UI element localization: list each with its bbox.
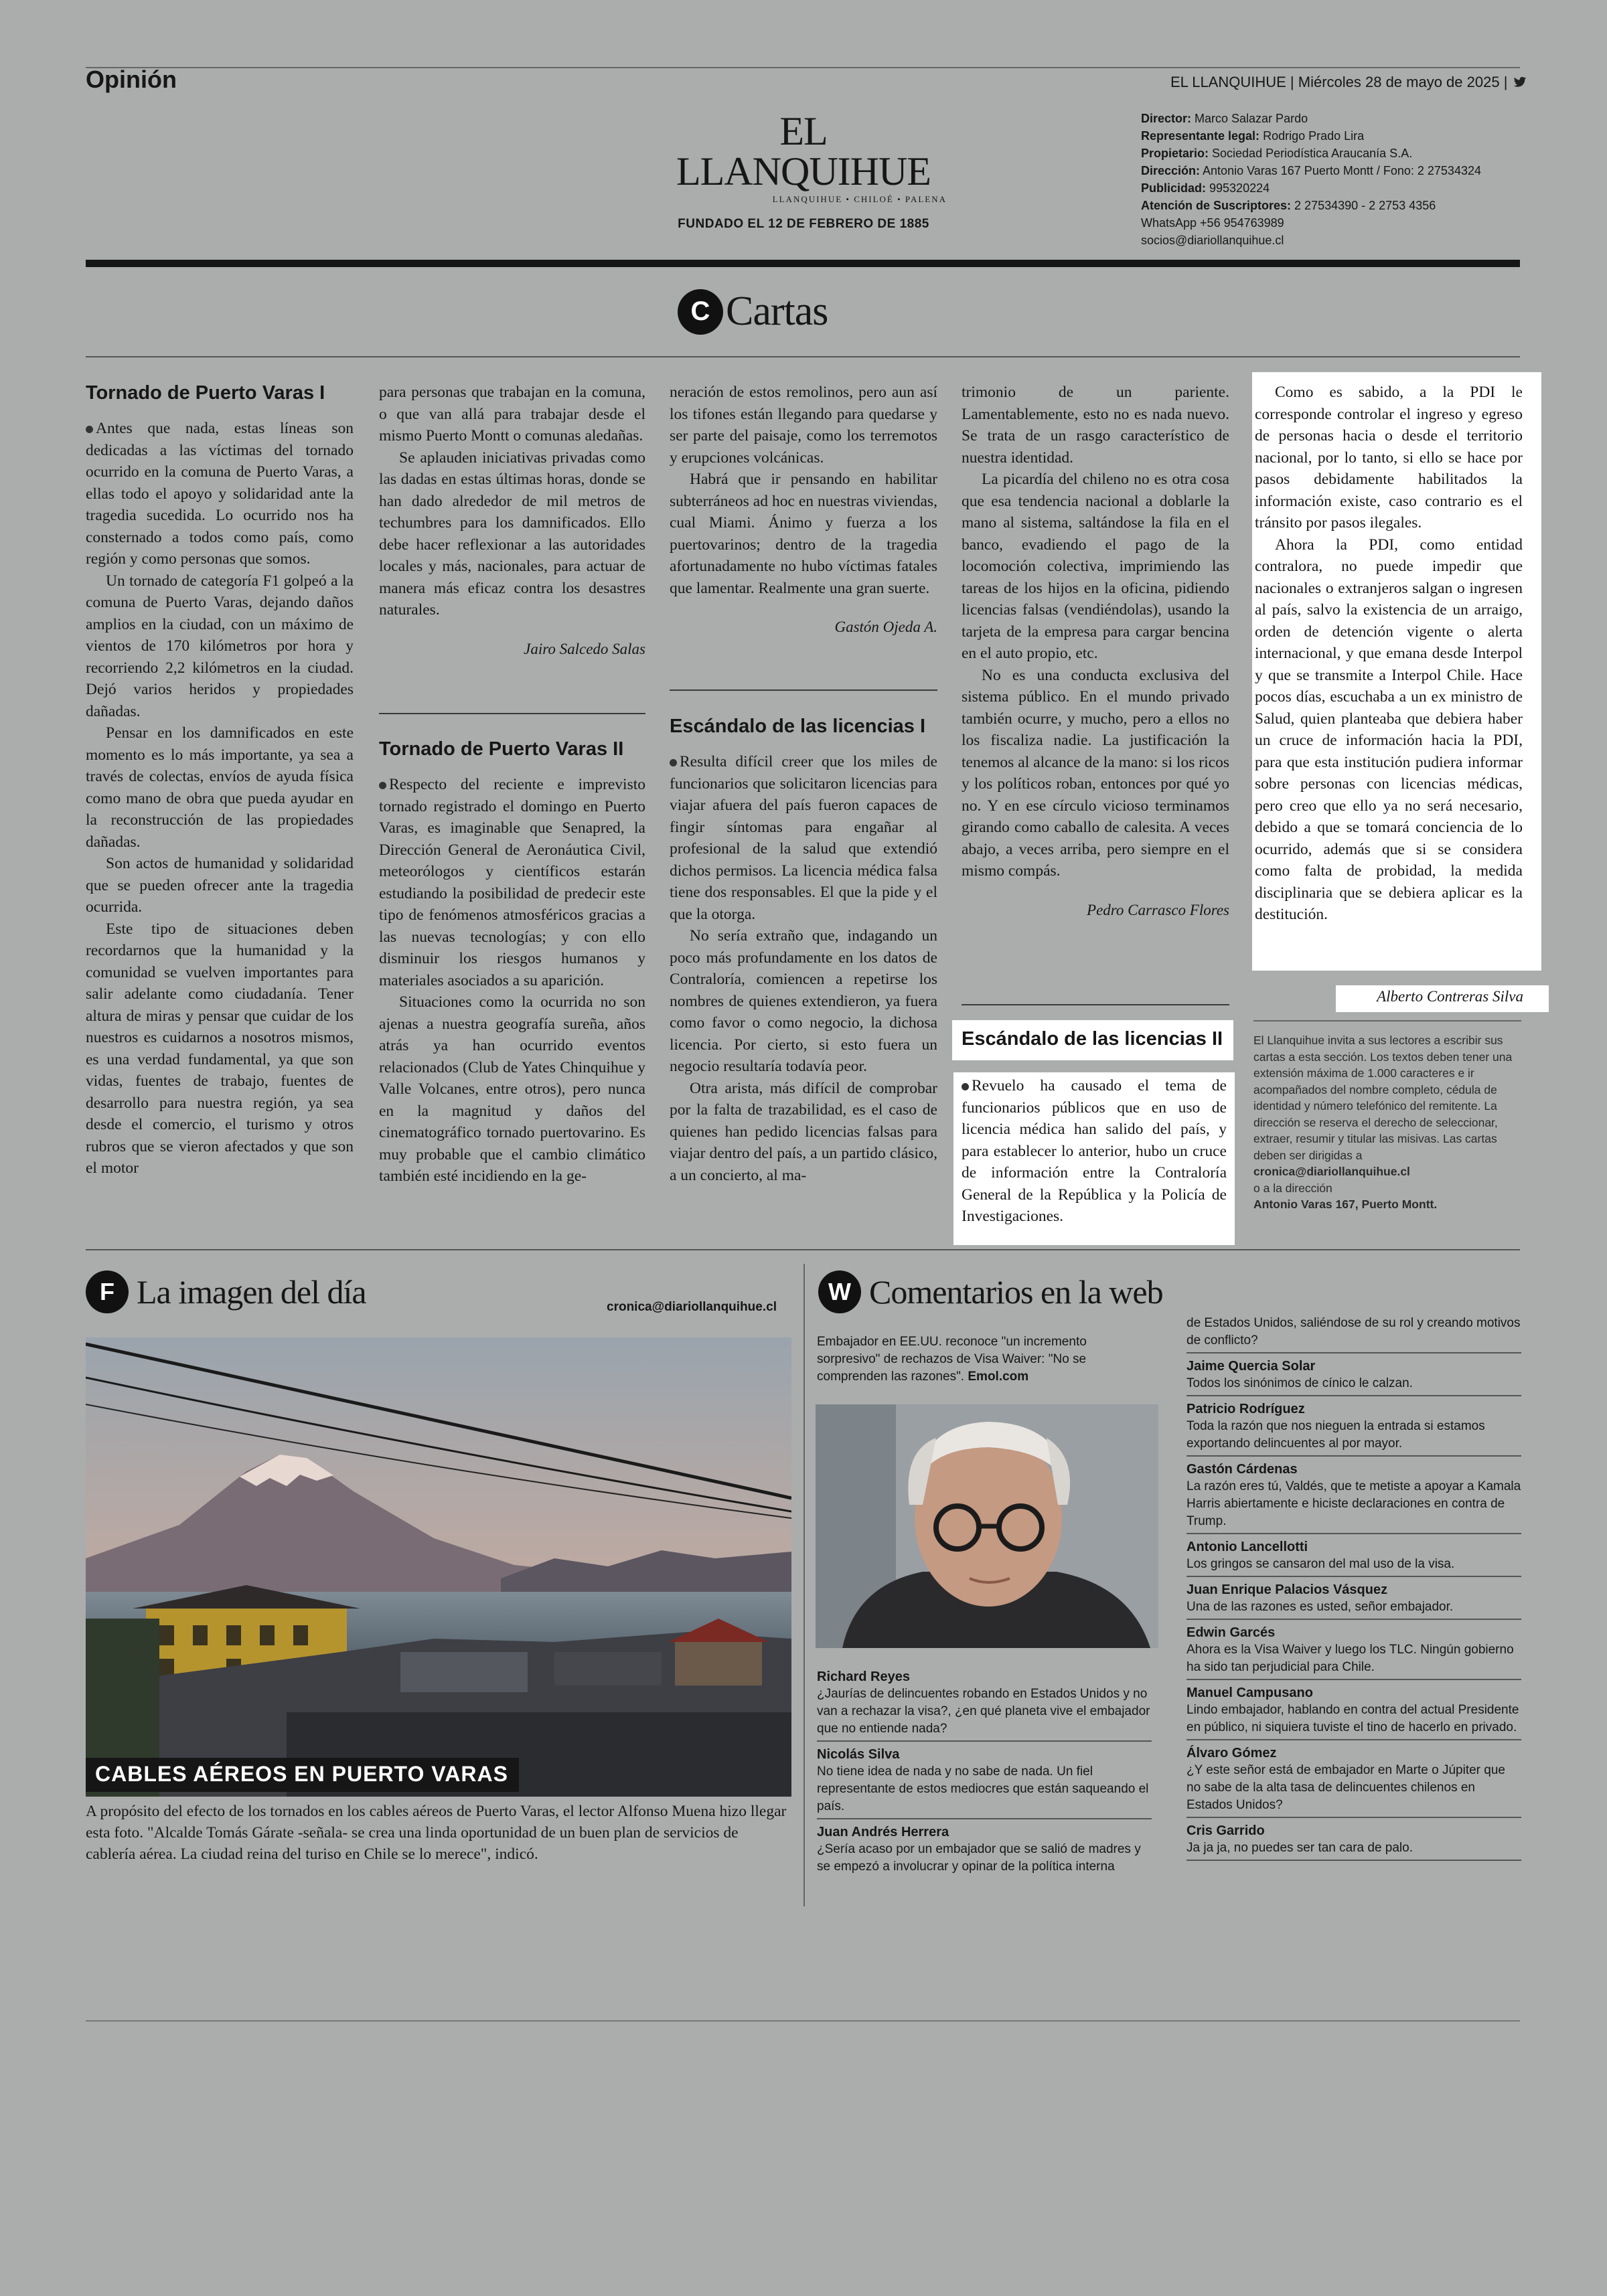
letter-paragraph: Revuelo ha causado el tema de funcionarios públicos que en uso de licencia médica han salido del país, y para establecer lo anterior, hubo un cruce de información entre la Contraloría General de la República y la Policía de Investigaciones. — [962, 1077, 1227, 1225]
letter-title: Tornado de Puerto Varas II — [379, 738, 624, 760]
letter-signature: Gastón Ojeda A. — [834, 619, 937, 635]
comment-text: Una de las razones es usted, señor embajador. — [1187, 1600, 1454, 1614]
staff-line: Representante legal: Rodrigo Prado Lira — [1141, 129, 1365, 143]
bullet-icon — [379, 782, 386, 789]
comment-author: Edwin Garcés — [1187, 1625, 1276, 1640]
letter-paragraph: Otra arista, más difícil de comprobar por la falta de trazabilidad, es el caso de quienes han pedido licencias falsas para viajar dentro del país, a un partido clásico, a un concierto, al ma- — [670, 1079, 937, 1184]
comment-item — [1187, 1538, 1521, 1577]
letter-paragraph: neración de estos remolinos, pero aun así los tifones están llegando para quedarse y ser parte del paisaje, como los terremotos y erupciones volcánicas. — [670, 384, 937, 467]
comment-item — [1187, 1581, 1521, 1620]
letter-paragraph: trimonio de un pariente. Lamentablemente, esto no es nada nuevo. Se trata de un rasgo característico de nuestra identidad. — [962, 384, 1229, 467]
letter-paragraph: Respecto del reciente e imprevisto tornado registrado el domingo en Puerto Varas, es imaginable que Senapred, la Dirección General de Aeronáutica Civil, meteorólogos y científicos estarán estudiando la posibilidad de predecir este tipo de fenómenos atmosféricos gracias a las nuevas tecnologías; y con ello disminuir los riesgos humanos y materiales asociados a su aparición. — [379, 776, 645, 989]
imagen-title: La imagen del día — [137, 1273, 366, 1311]
comment-author: Jaime Quercia Solar — [1187, 1359, 1316, 1374]
letter-paragraph: Este tipo de situaciones deben recordarnos que la humanidad y la comunidad se vuelven importantes para salir adelante como ciudadanía. Tener altura de miras y pensar que cuidar de los nuestros es cuidarnos a nosotros mismos, es una verdad fundamental, ya que son vidas, fuentes de trabajo, fuentes de desarrollo para nuestra región, ya sea desde el comercio, el turismo y otros rubros que se vieron afectados y que son el motor — [86, 920, 354, 1177]
comentarios-title: Comentarios en la web — [869, 1273, 1163, 1311]
section-divider — [86, 1249, 1520, 1250]
column-rule — [379, 713, 645, 714]
comment-text: La razón eres tú, Valdés, que te metiste a apoyar a Kamala Harris abiertamente e hiciste declaraciones en contra de Trump. — [1187, 1479, 1521, 1528]
comment-item — [817, 1746, 1152, 1819]
date-line — [1170, 74, 1527, 91]
bullet-icon — [670, 759, 677, 766]
imagen-email[interactable]: cronica@diariollanquihue.cl — [607, 1300, 777, 1314]
comment-item — [1187, 1822, 1521, 1861]
column-rule — [670, 689, 937, 691]
comment-text: ¿Y este señor está de embajador en Marte o Júpiter que no sabe de la alta tasa de delincuentes chilenos en Estados Unidos? — [1187, 1763, 1505, 1812]
comment-item — [1187, 1461, 1521, 1534]
comment-text: Los gringos se cansaron del mal uso de la visa. — [1187, 1557, 1455, 1571]
letter-signature: Pedro Carrasco Flores — [1087, 901, 1229, 918]
letter-paragraph: para personas que trabajan en la comuna, o que van allá para trabajar desde el mismo Puerto Montt o comunas aledañas. — [379, 384, 645, 444]
letter-paragraph: Habrá que ir pensando en habilitar subterráneos ad hoc en nuestras viviendas, cual Miami. Ánimo y fuerza a los puertovarinos; dentro de la tragedia afortunadamente no hubo víctimas fatales que lamentar. Realmente una gran suerte. — [670, 471, 937, 597]
note-text: El Llanquihue invita a sus lectores a escribir sus cartas a esta sección. Los textos deben tener una extensión máxima de 1.000 caracteres e ir acompañados del nombre completo, cédula de identidad y número telefónico del remitente. La dirección se reserva el derecho de seleccionar, extraer, resumir y titular las misivas. Las cartas deben ser dirigidas a — [1253, 1034, 1513, 1162]
letter-paragraph: Ahora la PDI, como entidad contralora, no puede impedir que nacionales o extranjeros salgan o ingresen al país, salvo la existencia de un arraigo, orden de detención vigente o alerta internacional, y que emana desde Interpol y que se transmite a Interpol Chile. Hace pocos días, escuchaba a un ex ministro de Salud, quien planteaba que debiera haber un cruce de información hacia la PDI, para que esta institución pudiera informar sobre personas con licencias médicas, pero creo que ello ya no será necesario, debido a que se tomará conciencia de lo ocurrido, además que si se considera como falta de probidad, la medida disciplinaria que se debiera aplicar es la destitución. — [1255, 536, 1523, 923]
staff-line: WhatsApp +56 954763989 — [1141, 216, 1284, 230]
comment-text: Todos los sinónimos de cínico le calzan. — [1187, 1376, 1413, 1390]
letter-column-2b — [379, 738, 645, 1187]
imagen-heading — [86, 1270, 366, 1313]
letter-paragraph: Resulta difícil creer que los miles de funcionarios que solicitaron licencias para viajar afuera del país fueron capaces de fingir síntomas para engañar al profesional de la salud que extendió dichos permisos. La licencia médica falsa tiene dos responsables. El que la pide y el que la otorga. — [670, 753, 937, 923]
letter-paragraph: Pensar en los damnificados en este momento es lo más importante, ya sea a través de colectas, envíos de ayuda física como mano de obra que pueda ayudar en la reconstrucción de las propiedades dañadas. — [86, 724, 354, 851]
comment-author: Antonio Lancellotti — [1187, 1540, 1308, 1554]
comment-author: Juan Andrés Herrera — [817, 1825, 949, 1839]
masthead-title: EL LLANQUIHUE — [676, 109, 931, 193]
comment-text: ¿Jaurías de delincuentes robando en Estados Unidos y no van a rechazar la visa?, ¿en qué planeta vive el embajador que no entiende nada? — [817, 1687, 1150, 1736]
comment-item — [817, 1668, 1152, 1742]
comment-continuation — [1187, 1315, 1521, 1354]
comment-item — [1187, 1400, 1521, 1457]
letter-signature: Jairo Salcedo Salas — [524, 640, 645, 657]
ambassador-photo — [816, 1404, 1158, 1648]
letter-paragraph: Situaciones como la ocurrida no son ajenas a nuestra geografía sureña, años atrás ya han ocurrido eventos relacionados (Club de Yates Chinquihue y Valle Volcanes, entre otros), pero nunca en la magnitud y daños del cinematográfico tornado puertovarino. Es muy probable que el cambio climático también esté incidiendo en la ge- — [379, 993, 645, 1185]
note-or: o a la dirección — [1253, 1181, 1332, 1195]
note-address: Antonio Varas 167, Puerto Montt. — [1253, 1198, 1438, 1211]
comment-text: No tiene idea de nada y no sabe de nada. Un fiel representante de estos mediocres que están saqueando el país. — [817, 1765, 1149, 1813]
comment-item — [1187, 1358, 1521, 1396]
comment-text: de Estados Unidos, saliéndose de su rol y creando motivos de conflicto? — [1187, 1316, 1521, 1347]
comment-lead — [817, 1333, 1112, 1386]
letter-title: Escándalo de las licencias I — [670, 716, 926, 737]
comment-text: Lindo embajador, hablando en contra del actual Presidente en público, ni siquiera tuviste el tino de hacerlo en privado. — [1187, 1703, 1519, 1734]
masthead — [656, 111, 951, 232]
letter-title: Escándalo de las licencias II — [962, 1028, 1223, 1050]
letter-column-4 — [962, 382, 1229, 921]
letter-column-5 — [1255, 382, 1523, 926]
comment-author: Juan Enrique Palacios Vásquez — [1187, 1582, 1388, 1597]
letter-paragraph: No es una conducta exclusiva del sistema público. En el mundo privado también ocurre, y mucho, pero a ellos no los fiscaliza nadie. La justificación la tenemos al alcance de la mano: si los ricos y los políticos roban, entonces por qué yo no. Y en ese círculo vicioso terminamos girando como caballo de calesita. A veces abajo, a veces arriba, pero siempre en el mismo compás. — [962, 666, 1229, 880]
portrait-photo — [816, 1404, 1158, 1648]
comment-item — [817, 1823, 1152, 1876]
vertical-divider — [804, 1264, 805, 1906]
lead-text: Embajador en EE.UU. reconoce "un incremento sorpresivo" de rechazos de Visa Waiver: "No se comprenden las razones". — [817, 1335, 1087, 1384]
comment-author: Richard Reyes — [817, 1669, 910, 1684]
masthead-founded: FUNDADO EL 12 DE FEBRERO DE 1885 — [678, 217, 929, 231]
letter-column-1 — [86, 382, 354, 1179]
imagen-f-icon: F — [86, 1270, 129, 1313]
bullet-icon — [962, 1083, 969, 1090]
cartas-title: Cartas — [726, 289, 828, 334]
letter-paragraph: Como es sabido, a la PDI le corresponde controlar el ingreso y egreso de personas hacia o desde el territorio nacional, por lo tanto, si ello se hace por pasos debidamente habilitados la información existe, caso contrario es el tránsito por pasos ilegales. — [1255, 384, 1523, 531]
twitter-icon[interactable] — [1513, 76, 1527, 88]
comment-item — [1187, 1684, 1521, 1740]
volcano-photo — [86, 1337, 791, 1797]
comment-author: Gastón Cárdenas — [1187, 1462, 1298, 1477]
section-label: Opinión — [86, 66, 177, 93]
comment-author: Nicolás Silva — [817, 1747, 900, 1762]
cartas-c-icon: C — [678, 289, 723, 335]
letter-paragraph: No sería extraño que, indagando un poco más profundamente en los datos de Contraloría, comiencen a repetirse los nombres de quienes extendieron, ya fuera como favor o como negocio, la dichosa licencia. Por cierto, si esto fuera un negocio resultaría todavía peor. — [670, 927, 937, 1075]
date-line-text: EL LLANQUIHUE | Miércoles 28 de mayo de 2025 | — [1170, 74, 1508, 90]
letter-column-3b — [670, 715, 937, 1186]
comment-author: Manuel Campusano — [1187, 1686, 1313, 1700]
comment-author: Álvaro Gómez — [1187, 1746, 1277, 1760]
staff-line: Atención de Suscriptores: 2 27534390 - 2 2753 4356 — [1141, 199, 1436, 212]
comment-text: Ahora es la Visa Waiver y luego los TLC. Ningún gobierno ha sido tan perjudicial para Chile. — [1187, 1643, 1514, 1674]
note-email[interactable]: cronica@diariollanquihue.cl — [1253, 1165, 1410, 1178]
staff-line: Dirección: Antonio Varas 167 Puerto Montt / Fono: 2 27534324 — [1141, 164, 1481, 177]
comment-text: Ja ja ja, no puedes ser tan cara de palo. — [1187, 1841, 1413, 1855]
comment-item — [1187, 1624, 1521, 1680]
cartas-heading — [678, 288, 828, 335]
comentarios-heading — [818, 1270, 1163, 1313]
comment-author: Cris Garrido — [1187, 1823, 1265, 1838]
letter-paragraph: Son actos de humanidad y solidaridad que se pueden ofrecer ante la tragedia ocurrida. — [86, 855, 354, 916]
letter-paragraph: Se aplauden iniciativas privadas como las dadas en estas últimas horas, donde se han dado alrededor de mil metros de techumbres para los damnificados. Ello debe hacer reflexionar a las autoridades locales y más, nacionales, para actuar de manera más eficaz contra los desastres naturales. — [379, 448, 645, 619]
masthead-subtitle: LLANQUIHUE • CHILOÉ • PALENA — [772, 194, 947, 204]
submission-note — [1253, 1032, 1521, 1213]
bullet-icon — [86, 426, 93, 433]
letter-paragraph: La picardía del chileno no es otra cosa que esa tendencia nacional a doblarle la mano al sistema, saltándose la fila en el banco, evadiendo el pago de la locomoción colectiva, imprimiendo las tareas de los hijos en la oficina, pidiendo licencias falsas (vendiéndolas), usando la tarjeta de la empresa para cargar bencina en el auto propio, etc. — [962, 471, 1229, 662]
header-thick-rule — [86, 260, 1520, 267]
bottom-rule — [86, 2020, 1520, 2022]
photo-caption: A propósito del efecto de los tornados en los cables aéreos de Puerto Varas, el lector Alfonso Muena hizo llegar esta foto. "Alcalde Tomás Gárate -señala- se crea una linda oportunidad de un buen plan de servicios de cablería aérea. La ciudad reina del turiso en Chile se lo merece", indicó. — [86, 1803, 787, 1863]
top-rule — [86, 67, 1520, 68]
column-rule — [1253, 1020, 1521, 1021]
comment-text: Toda la razón que nos nieguen la entrada si estamos exportando delincuentes al por mayor. — [1187, 1419, 1485, 1451]
staff-box — [1141, 110, 1516, 249]
day-photo — [86, 1337, 791, 1797]
letter-column-4b — [962, 1075, 1227, 1228]
lead-source[interactable]: Emol.com — [968, 1370, 1029, 1384]
comentarios-w-icon: W — [818, 1270, 861, 1313]
staff-line: Publicidad: 995320224 — [1141, 181, 1270, 195]
letter-column-3 — [670, 382, 937, 639]
comments-left — [817, 1668, 1152, 1876]
letter-signature: Alberto Contreras Silva — [1377, 988, 1523, 1005]
letter-column-2 — [379, 382, 645, 660]
comments-right — [1187, 1315, 1521, 1865]
cartas-rule — [86, 356, 1520, 357]
column-rule — [962, 1004, 1229, 1005]
comment-text: ¿Sería acaso por un embajador que se salió de madres y se empezó a involucrar y opinar de la política interna — [817, 1842, 1141, 1874]
comment-author: Patricio Rodríguez — [1187, 1402, 1305, 1416]
staff-line: socios@diariollanquihue.cl — [1141, 234, 1284, 247]
photo-label: CABLES AÉREOS EN PUERTO VARAS — [86, 1758, 519, 1792]
letter-title: Tornado de Puerto Varas I — [86, 382, 325, 404]
comment-item — [1187, 1744, 1521, 1818]
staff-line: Propietario: Sociedad Periodística Araucanía S.A. — [1141, 147, 1413, 160]
letter-paragraph: Antes que nada, estas líneas son dedicadas a las víctimas del tornado ocurrido en la comuna de Puerto Varas, a ellas todo el apoyo y solidaridad ante la tragedia sucedida. Lo ocurrido nos ha consternado a todos como país, como región y como personas que somos. — [86, 420, 354, 568]
staff-line: Director: Marco Salazar Pardo — [1141, 112, 1308, 125]
letter-paragraph: Un tornado de categoría F1 golpeó a la comuna de Puerto Varas, dejando daños amplios en la ciudad, con un máximo de vientos de 170 kilómetros por hora y recorriendo 2,2 kilómetros en la ciudad. Dejó varios heridos y propiedades dañadas. — [86, 572, 354, 720]
